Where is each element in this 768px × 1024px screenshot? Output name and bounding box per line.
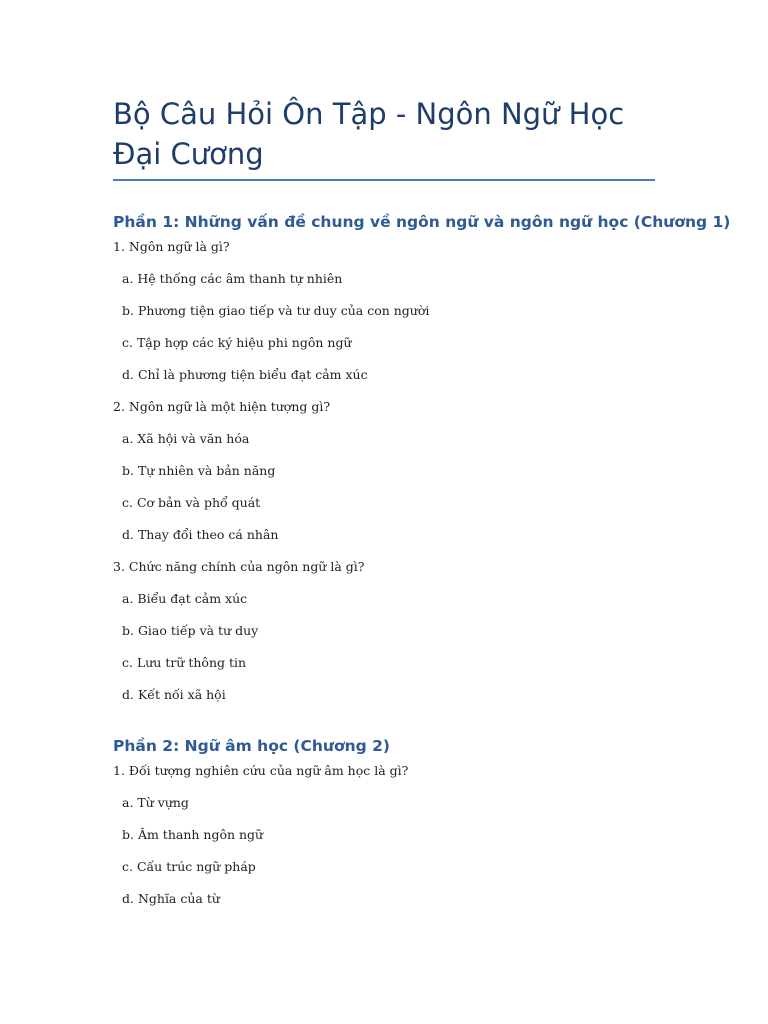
question-1-1: 1. Ngôn ngữ là gì? — [113, 239, 230, 254]
section-heading-1: Phần 1: Những vấn đề chung về ngôn ngữ và ngôn ngữ học (Chương 1) — [113, 213, 731, 231]
option-1-3-b: b. Giao tiếp và tư duy — [122, 623, 259, 638]
option-2-1-a: a. Từ vựng — [122, 795, 189, 810]
document-title: Bộ Câu Hỏi Ôn Tập - Ngôn Ngữ Học Đại Cương — [113, 97, 625, 171]
option-1-1-a: a. Hệ thống các âm thanh tự nhiên — [122, 271, 343, 286]
option-1-1-c: c. Tập hợp các ký hiệu phi ngôn ngữ — [122, 335, 352, 350]
option-1-3-a: a. Biểu đạt cảm xúc — [122, 591, 248, 606]
question-2-1: 1. Đối tượng nghiên cứu của ngữ âm học là gì? — [113, 763, 409, 778]
option-2-1-c: c. Cấu trúc ngữ pháp — [122, 859, 256, 874]
option-1-2-d: d. Thay đổi theo cá nhân — [122, 527, 279, 542]
option-1-3-c: c. Lưu trữ thông tin — [122, 655, 247, 670]
option-1-2-a: a. Xã hội và văn hóa — [122, 431, 250, 446]
option-2-1-b: b. Âm thanh ngôn ngữ — [122, 827, 264, 842]
title-underline — [113, 179, 655, 181]
option-1-1-d: d. Chỉ là phương tiện biểu đạt cảm xúc — [122, 367, 368, 382]
option-2-1-d: d. Nghĩa của từ — [122, 891, 220, 906]
option-1-1-b: b. Phương tiện giao tiếp và tư duy của con người — [122, 303, 430, 318]
section-heading-2: Phần 2: Ngữ âm học (Chương 2) — [113, 737, 391, 755]
option-1-2-c: c. Cơ bản và phổ quát — [122, 495, 261, 510]
option-1-3-d: d. Kết nối xã hội — [122, 687, 226, 702]
question-1-2: 2. Ngôn ngữ là một hiện tượng gì? — [113, 399, 331, 414]
question-1-3: 3. Chức năng chính của ngôn ngữ là gì? — [113, 559, 365, 574]
option-1-2-b: b. Tự nhiên và bản năng — [122, 463, 276, 478]
